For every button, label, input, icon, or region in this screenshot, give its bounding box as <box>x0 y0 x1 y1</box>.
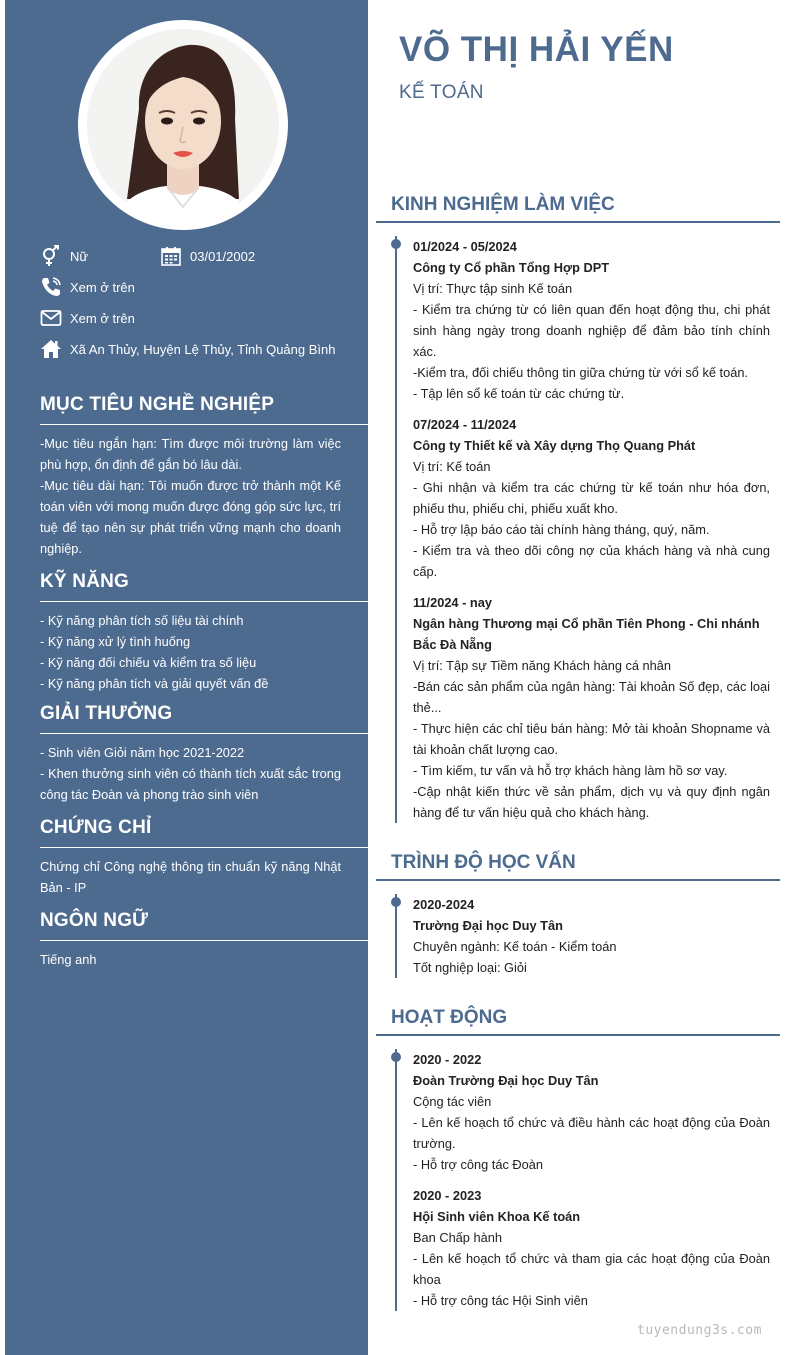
experience-entry <box>413 592 780 823</box>
skills-title: KỸ NĂNG <box>40 571 368 602</box>
entry-line: Tốt nghiệp loại: Giỏi <box>413 960 527 975</box>
activities-section <box>376 1003 780 1319</box>
email-row <box>40 306 135 330</box>
skill-item: - Kỹ năng phân tích số liệu tài chính <box>40 613 244 628</box>
awards-title: GIẢI THƯỞNG <box>40 703 368 734</box>
entry-org: Ngân hàng Thương mại Cổ phần Tiên Phong - Chi nhánh Bắc Đà Nẵng <box>413 616 760 652</box>
entry-line: - Hỗ trợ lập báo cáo tài chính hàng tháng, quý, năm. <box>413 522 710 537</box>
objective-line: -Mục tiêu dài hạn: Tôi muốn được trở thành một Kế toán viên với mong muốn được đóng góp sức lực, trí tuệ để tạo nên sự phát triển vững mạnh cho doanh nghiệp. <box>40 478 341 556</box>
entry-line: - Hỗ trợ công tác Hội Sinh viên <box>413 1293 588 1308</box>
experience-section <box>376 190 780 829</box>
activities-title <box>376 1003 780 1033</box>
section-divider <box>376 221 780 223</box>
entry-date: 2020 - 2023 <box>413 1188 482 1203</box>
education-section <box>376 848 780 986</box>
skill-item: - Kỹ năng đối chiếu và kiểm tra số liệu <box>40 655 257 670</box>
objective-text <box>40 433 368 559</box>
sidebar <box>5 0 368 1355</box>
entry-line: Vị trí: Tập sự Tiềm năng Khách hàng cá nhân <box>413 658 672 673</box>
experience-title <box>376 190 780 220</box>
award-item: - Khen thưởng sinh viên có thành tích xuất sắc trong công tác Đoàn và phong trào sinh viên <box>40 766 341 802</box>
timeline-dot <box>391 897 401 907</box>
objective-title: MỤC TIÊU NGHỀ NGHIỆP <box>40 394 368 425</box>
birthday-row <box>160 244 255 268</box>
entry-line: - Lên kế hoạch tổ chức và điều hành các hoạt động của Đoàn trường. <box>413 1115 770 1151</box>
certificates-section <box>40 817 368 898</box>
entry-line: - Kiểm tra và theo dõi công nợ của khách hàng và nhà cung cấp. <box>413 543 770 579</box>
entry-line: Vị trí: Thực tập sinh Kế toán <box>413 281 573 296</box>
education-entry <box>413 894 780 978</box>
experience-entry <box>413 236 780 404</box>
gender-value: Nữ <box>70 248 89 264</box>
entry-line: - Tìm kiếm, tư vấn và hỗ trợ khách hàng làm hồ sơ vay. <box>413 763 728 778</box>
phone-row <box>40 275 135 299</box>
entry-line: Ban Chấp hành <box>413 1230 502 1245</box>
entry-line: Vị trí: Kế toán <box>413 459 491 474</box>
entry-line: Chuyên ngành: Kế toán - Kiểm toán <box>413 939 617 954</box>
languages-list <box>40 949 368 970</box>
skill-item: - Kỹ năng xử lý tình huống <box>40 634 191 649</box>
entry-line: - Hỗ trợ công tác Đoàn <box>413 1157 544 1172</box>
languages-section <box>40 910 368 970</box>
gender-row <box>40 244 88 268</box>
entry-org: Trường Đại học Duy Tân <box>413 918 563 933</box>
awards-list <box>40 742 368 805</box>
entry-org: Hội Sinh viên Khoa Kế toán <box>413 1209 581 1224</box>
birthday-value: 03/01/2002 <box>190 248 256 264</box>
entry-line: -Cập nhật kiến thức về sản phẩm, dịch vụ và quy định ngân hàng để tư vấn hiệu quả cho khách hàng. <box>413 784 770 820</box>
activity-entry <box>413 1185 780 1311</box>
certificates-title: CHỨNG CHỈ <box>40 817 368 848</box>
languages-title: NGÔN NGỮ <box>40 910 368 941</box>
certificate-item: Chứng chỉ Công nghệ thông tin chuẩn kỹ năng Nhật Bản - IP <box>40 859 341 895</box>
candidate-name: VÕ THỊ HẢI YẾN <box>399 30 674 69</box>
section-divider <box>376 1034 780 1036</box>
phone-value: Xem ở trên <box>70 279 135 295</box>
entry-date: 01/2024 - 05/2024 <box>413 239 517 254</box>
section-divider <box>376 879 780 881</box>
candidate-role: KẾ TOÁN <box>399 82 484 103</box>
watermark: tuyendung3s.com <box>637 1323 762 1338</box>
calendar-icon <box>160 245 182 267</box>
experience-entry <box>413 414 780 582</box>
language-item: Tiếng anh <box>40 952 97 967</box>
experience-timeline <box>395 236 780 823</box>
email-value: Xem ở trên <box>70 310 135 326</box>
activity-entry <box>413 1049 780 1175</box>
skills-list <box>40 610 368 694</box>
certificates-list <box>40 856 368 898</box>
address-row <box>40 337 335 361</box>
objective-section <box>40 394 368 559</box>
timeline-dot <box>391 239 401 249</box>
email-icon <box>40 307 62 329</box>
entry-org: Công ty Cổ phần Tổng Hợp DPT <box>413 260 610 275</box>
home-icon <box>40 338 62 360</box>
objective-line: -Mục tiêu ngắn hạn: Tìm được môi trường làm việc phù hợp, ổn định để gắn bó lâu dài. <box>40 436 341 472</box>
entry-line: - Lên kế hoạch tổ chức và tham gia các hoạt động của Đoàn khoa <box>413 1251 770 1287</box>
entry-line: Cộng tác viên <box>413 1094 492 1109</box>
entry-org: Đoàn Trường Đại học Duy Tân <box>413 1073 599 1088</box>
entry-date: 11/2024 - nay <box>413 595 492 610</box>
avatar <box>87 29 279 221</box>
education-title-text: TRÌNH ĐỘ HỌC VẤN <box>391 852 576 873</box>
address-value: Xã An Thủy, Huyện Lệ Thủy, Tỉnh Quảng Bình <box>70 341 336 357</box>
entry-line: -Bán các sản phẩm của ngân hàng: Tài khoản Số đẹp, các loại thẻ... <box>413 679 770 715</box>
entry-line: -Kiểm tra, đối chiếu thông tin giữa chứng từ với sổ kế toán. <box>413 365 748 380</box>
entry-line: - Ghi nhận và kiểm tra các chứng từ kế toán như hóa đơn, phiếu thu, phiếu chi, phiếu xuất kho. <box>413 480 770 516</box>
entry-line: - Tập lên sổ kế toán từ các chứng từ. <box>413 386 625 401</box>
education-timeline <box>395 894 780 978</box>
entry-line: - Thực hiện các chỉ tiêu bán hàng: Mở tài khoản Shopname và tài khoản chất lượng cao. <box>413 721 770 757</box>
award-item: - Sinh viên Giỏi năm học 2021-2022 <box>40 745 245 760</box>
avatar-frame <box>78 20 288 230</box>
skill-item: - Kỹ năng phân tích và giải quyết vấn đề <box>40 676 269 691</box>
timeline-dot <box>391 1052 401 1062</box>
skills-section <box>40 571 368 694</box>
activities-title-text: HOẠT ĐỘNG <box>391 1007 508 1028</box>
entry-org: Công ty Thiết kế và Xây dựng Thọ Quang Phát <box>413 438 696 453</box>
phone-icon <box>40 276 62 298</box>
entry-date: 07/2024 - 11/2024 <box>413 417 517 432</box>
gender-icon <box>40 245 62 267</box>
entry-line: - Kiểm tra chứng từ có liên quan đến hoạt động thu, chi phát sinh hàng ngày trong doanh nghiệp để đảm bảo tính chính xác. <box>413 302 770 359</box>
education-title <box>376 848 780 878</box>
awards-section <box>40 703 368 805</box>
entry-date: 2020 - 2022 <box>413 1052 482 1067</box>
entry-date: 2020-2024 <box>413 897 475 912</box>
activities-timeline <box>395 1049 780 1311</box>
experience-title-text: KINH NGHIỆM LÀM VIỆC <box>391 194 615 215</box>
